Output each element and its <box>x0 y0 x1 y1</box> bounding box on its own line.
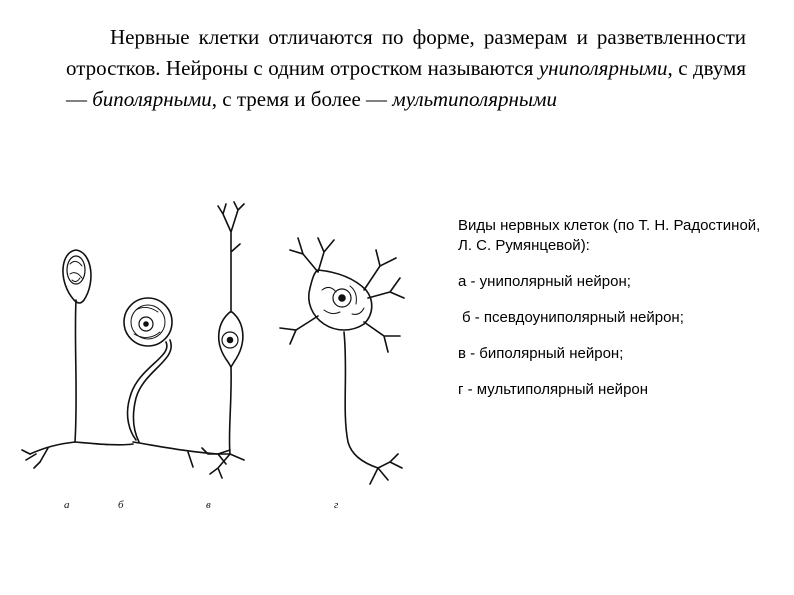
caption-title: Виды нервных клеток (по Т. Н. Радостиной, Л. С. Румянцевой): <box>458 217 761 254</box>
intro-text-1: Нервные клетки отличаются по форме, размерам и разветвленности отростков. Нейроны с одним отростком называются <box>66 25 746 80</box>
figure-label-b: б <box>118 499 124 511</box>
figure-caption <box>458 216 778 400</box>
intro-text-2: , с двумя — <box>66 56 747 111</box>
intro-paragraph <box>66 22 746 115</box>
bipolar-neuron-drawing <box>202 202 244 478</box>
figure-label-g: г <box>334 499 339 511</box>
caption-item-unipolar: а - униполярный нейрон; <box>458 273 631 290</box>
term-unipolar: униполярными <box>538 56 668 80</box>
multipolar-neuron-drawing <box>280 238 404 484</box>
caption-item-pseudounipolar: б - псевдоуниполярный нейрон; <box>462 309 684 326</box>
figure-label-v: в <box>206 499 211 511</box>
pseudounipolar-neuron-drawing <box>124 298 230 467</box>
caption-item-bipolar: в - биполярный нейрон; <box>458 345 624 362</box>
unipolar-neuron-drawing <box>22 250 133 468</box>
caption-item-multipolar: г - мультиполярный нейрон <box>458 381 649 398</box>
term-bipolar: биполярными <box>92 87 212 111</box>
term-multipolar: мультиполярными <box>392 87 557 111</box>
neuron-types-figure <box>18 192 438 522</box>
intro-text-3: , с тремя и более — <box>211 87 393 111</box>
figure-label-a: а <box>64 499 70 511</box>
